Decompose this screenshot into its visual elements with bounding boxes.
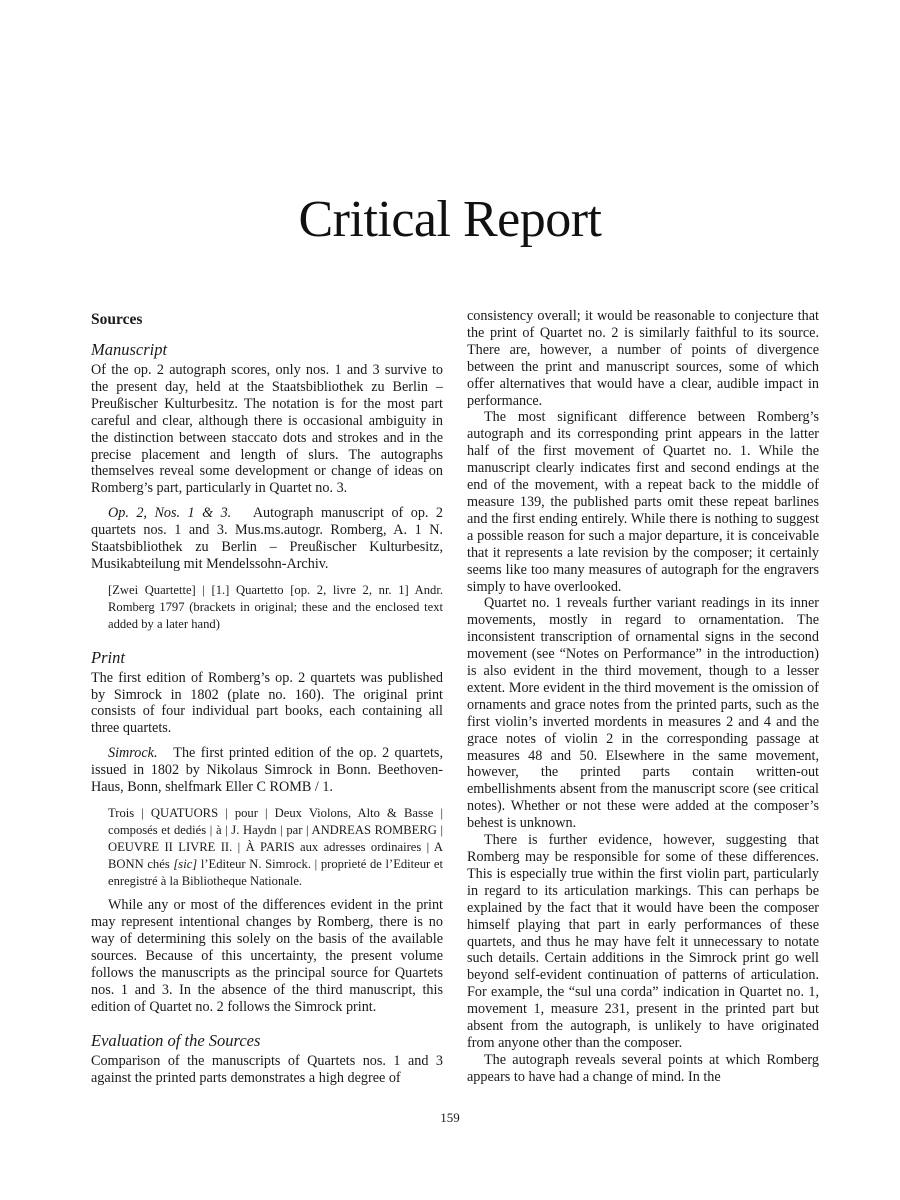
subheading-print: Print [91,647,125,667]
right-column [467,308,819,1086]
quote-text: l’Editeur N. Simrock. | proprieté de l’Editeur et enregistré à la Bibliotheque Nationale. [108,856,444,888]
body-paragraph: consistency overall; it would be reasonable to conjecture that the print of Quartet no. 2 is similarly faithful to its source. There are, however, a number of points of divergence between the print and manuscript sources, some of which offer alternatives that would have a clear, audible impact in performance. [467,308,819,409]
manuscript-title-quote: [Zwei Quartette] | [1.] Quartetto [op. 2, livre 2, nr. 1] Andr. Romberg 1797 (brackets in original; these and the enclosed text added by a later hand) [108,582,443,631]
body-paragraph: The autograph reveals several points at which Romberg appears to have had a change of mind. In the [467,1051,819,1085]
body-paragraph: There is further evidence, however, suggesting that Romberg may be responsible for some of these differences. This is especially true within the first violin part, particularly in regard to its articulation markings. This can perhaps be explained by the fact that it would have been the composer himself playing that part in early performances of these quartets, and thus he may have felt it unnecessary to notate such details. Certain additions in the Simrock print go well beyond self-evident continuation of patterns of articulation. For example, the “sul una corda” indication in Quartet no. 1, movement 1, measure 231, present in the printed part but absent from the autograph, is unlikely to have originated from anyone other than the composer. [467,832,819,1051]
body-paragraph: Quartet no. 1 reveals further variant readings in its inner movements, mostly in regard to ornamentation. The inconsistent transcription of ornamental signs in the second movement (see “Notes on Performance” in the introduction) is also evident in the third movement, though to a lesser extent. More evident in the third movement is the omission of ornaments and grace notes from the printed parts, such as the first violin’s inverted mordents in measures 2 and 4 and the grace notes of violin 2 in the corresponding passage at measures 48 and 50. Elsewhere in the same movement, however, the printed parts contain written-out embellishments absent from the manuscript score (see critical notes). Whether or not these were added at the composer’s behest is unknown. [467,595,819,832]
section-heading-sources: Sources [91,311,143,328]
source-description: Autograph manuscript of op. 2 quartets nos. 1 and 3. Mus.ms.autogr. Romberg, A. 1 N. Staatsbibliothek zu Berlin – Preußischer Kulturbesitz, Musikabteilung mit Mendelssohn-Archiv. [91,505,444,572]
subheading-evaluation: Evaluation of the Sources [91,1030,261,1050]
source-description: The first printed edition of the op. 2 quartets, issued in 1802 by Nikolaus Simrock in Bonn. Beethoven-Haus, Bonn, shelfmark Eller C ROMB / 1. [91,745,443,796]
source-siglum: Simrock. [108,745,158,762]
print-title-quote [108,805,443,890]
quote-text: Trois | QUATUORS | pour | Deux Violons, Alto & Basse | composés et dediés | à | J. Haydn | par | ANDREAS ROMBERG | OEUVRE II LIVRE II. | À PARIS aux adresses ordinaires | A BONN chés [108,805,443,871]
left-column [91,308,443,1087]
body-paragraph: The most significant difference between Romberg’s autograph and its corresponding print appears in the latter half of the first movement of Quartet no. 1. While the manuscript clearly indicates first and second endings at the end of the movement, with a repeat back to the middle of measure 139, the published parts omit these repeat barlines and the first ending entirely. While there is nothing to suggest a possible reason for such a major departure, it is conceivable that it represents a late revision by the composer; it certainly seems like too many measures of autograph for the engravers simply to have overlooked. [467,409,819,595]
sic-marker: [sic] [173,856,198,871]
evaluation-paragraph: Comparison of the manuscripts of Quartets nos. 1 and 3 against the printed parts demonstrates a high degree of [91,1052,443,1086]
source-siglum: Op. 2, Nos. 1 & 3. [108,505,232,522]
manuscript-paragraph: Of the op. 2 autograph scores, only nos. 1 and 3 survive to the present day, held at the Staatsbibliothek zu Berlin – Preußischer Kulturbesitz. The notation is for the most part careful and clear, although there is occasional ambiguity in the distinction between staccato dots and strokes and in the precise placement and length of slurs. The autographs themselves reveal some development or change of ideas on Romberg’s part, particularly in Quartet no. 3. [91,362,443,497]
subheading-manuscript: Manuscript [91,340,168,359]
print-paragraph: The first edition of Romberg’s op. 2 quartets was published by Simrock in 1802 (plate no. 160). The original print consists of four individual part books, each containing all three quartets. [91,669,443,737]
print-discussion-paragraph: While any or most of the differences evident in the print may represent intentional changes by Romberg, there is no way of determining this solely on the basis of the available sources. Because of this uncertainty, the present volume follows the manuscripts as the principal source for Quartets nos. 1 and 3. In the absence of the third manuscript, this edition of Quartet no. 2 follows the Simrock print. [91,897,443,1015]
manuscript-source-entry [91,505,443,573]
print-source-entry [91,745,443,796]
page-title: Critical Report [298,191,602,248]
page-number: 159 [440,1110,460,1125]
